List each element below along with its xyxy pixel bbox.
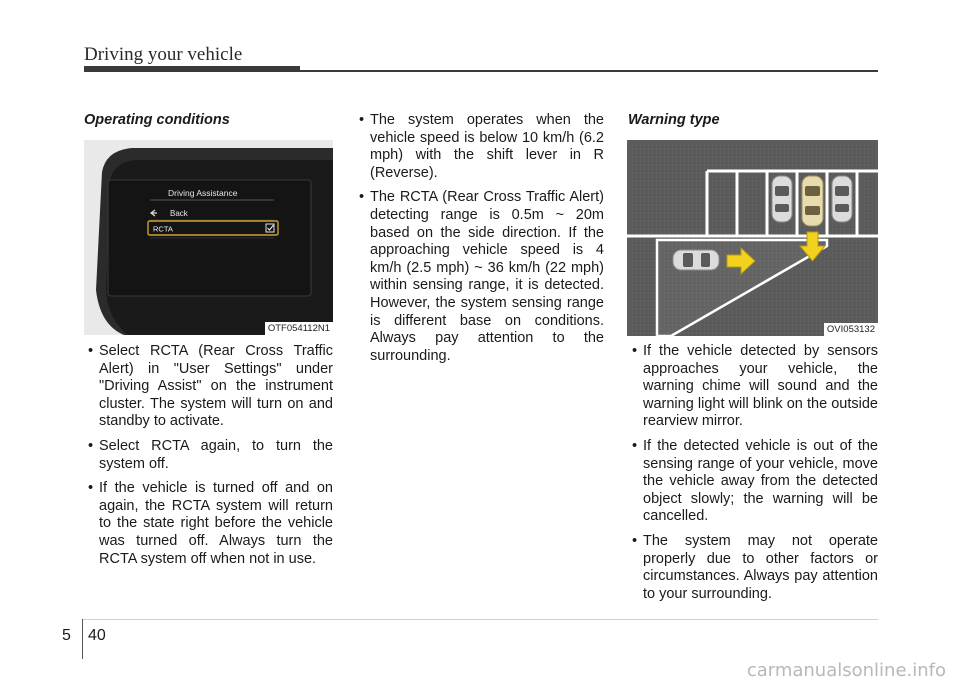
screen-title: Driving Assistance: [168, 188, 238, 198]
warning-type-heading: Warning type: [628, 112, 720, 128]
middle-bullet-list: [359, 112, 604, 372]
list-item: • If the detected vehicle is out of the sensing range of your vehicle, move the vehicle away from the detected object slowly; the warning will be cancelled.: [632, 438, 878, 526]
list-item: • If the vehicle detected by sensors approaches your vehicle, the warning chime will sound and the warning light will blink on the outside rearview mirror.: [632, 343, 878, 431]
screen-rcta-label: RCTA: [153, 224, 173, 234]
parked-car: [832, 176, 852, 222]
approaching-car: [673, 250, 719, 270]
operating-conditions-heading: Operating conditions: [84, 112, 230, 128]
watermark-text: carmanualsonline.info: [746, 660, 946, 681]
page-number: 40: [88, 627, 106, 644]
footer-rule: [82, 619, 878, 620]
list-item: • If the vehicle is turned off and on again, the RCTA system will return to the state right before the vehicle was turned off. Always turn the RCTA system off when not in use.: [88, 480, 333, 568]
figure-caption-right: OVI053132: [824, 323, 878, 336]
section-title: Driving your vehicle: [84, 44, 243, 65]
footer-divider: [82, 619, 83, 659]
list-item: • The system operates when the vehicle speed is below 10 km/h (6.2 mph) with the shift lever in R (Reverse).: [359, 112, 604, 182]
parking-lot-illustration: [627, 140, 878, 336]
screen-back-label: Back: [170, 209, 188, 218]
parked-car: [772, 176, 792, 222]
right-bullet-list: [632, 343, 878, 610]
list-item: • The RCTA (Rear Cross Traffic Alert) detecting range is 0.5m ~ 20m based on the side direction. If the approaching vehicle speed is 4 km/h (2.5 mph) ~ 36 km/h (22 mph) within sensing range, it is detected. However, the system sensing range is different base on conditions. Always pay attention to the surrounding.: [359, 189, 604, 365]
figure-caption-left: OTF054112N1: [265, 322, 333, 335]
header-rule-thick: [84, 66, 300, 72]
header-rule-thin: [300, 70, 878, 72]
list-item: • The system may not operate properly due to other factors or circumstances. Always pay attention to your surrounding.: [632, 533, 878, 603]
left-bullet-list: [88, 343, 333, 575]
cluster-screen-illustration: [84, 140, 333, 335]
list-item: • Select RCTA again, to turn the system off.: [88, 438, 333, 473]
own-vehicle: [802, 176, 823, 226]
list-item: • Select RCTA (Rear Cross Traffic Alert) in "User Settings" under "Driving Assist" on the instrument cluster. The system will turn on and standby to activate.: [88, 343, 333, 431]
cluster-screen-figure: [84, 140, 333, 335]
parking-lot-figure: [627, 140, 878, 336]
chapter-number: 5: [62, 627, 71, 644]
